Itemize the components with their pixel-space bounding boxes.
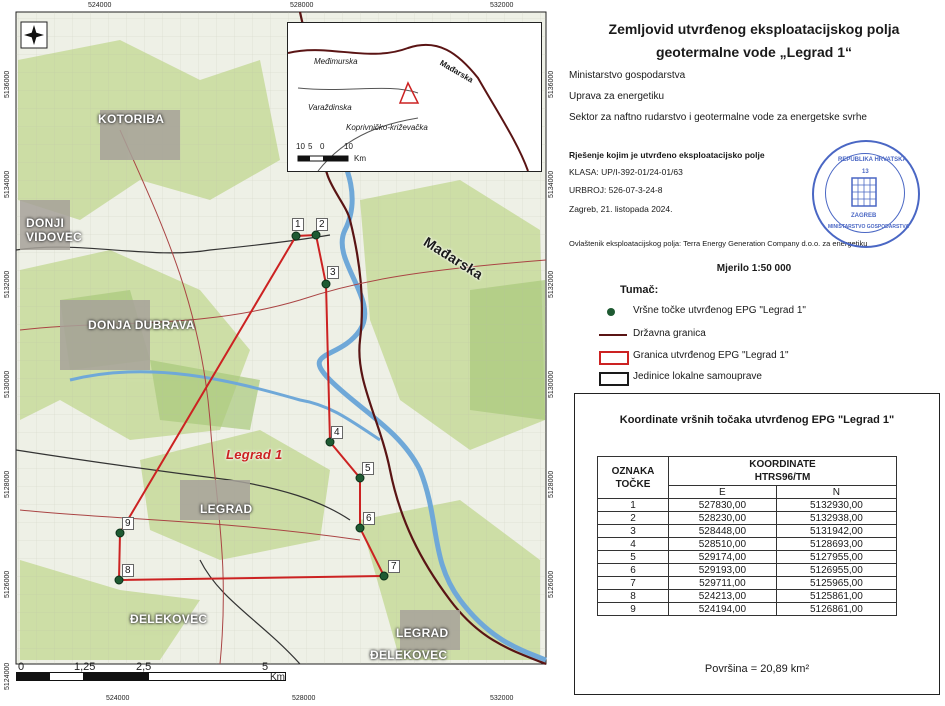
table-cell: 5131942,00 [776, 525, 896, 538]
table-cell: 524194,00 [669, 603, 777, 616]
table-cell: 3 [598, 525, 669, 538]
table-cell: 529174,00 [669, 551, 777, 564]
title-line-1: Zemljovid utvrđenog eksploatacijskog polja [608, 21, 900, 37]
field-label: Legrad 1 [226, 447, 283, 462]
inset-scale: 10 [344, 142, 353, 151]
place-madarska: Mađarska [420, 233, 487, 283]
legend-label: Granica utvrđenog EPG "Legrad 1" [633, 350, 789, 361]
table-cell: 5128693,00 [776, 538, 896, 551]
point-symbol-icon [607, 308, 615, 316]
legend-item [633, 328, 706, 339]
point-label: 1 [292, 218, 304, 231]
inset-label: Koprivničko-križevačka [346, 123, 428, 132]
tick-top: 524000 [88, 2, 112, 9]
klasa: KLASA: UP/I-392-01/24-01/63 [569, 167, 683, 177]
legend-label: Vršne točke utvrđenog EPG "Legrad 1" [633, 305, 806, 316]
table-cell: 9 [598, 603, 669, 616]
table-cell: 528510,00 [669, 538, 777, 551]
vertex-point [326, 438, 334, 446]
tick-right: 5136000 [548, 70, 555, 98]
vertex-point [292, 232, 300, 240]
point-label: 7 [388, 560, 400, 573]
tick-bottom: 532000 [490, 695, 514, 702]
vertex-point [356, 524, 364, 532]
table-cell: 1 [598, 499, 669, 512]
place-legrad: LEGRAD [200, 502, 253, 516]
table-row [598, 577, 897, 590]
north-arrow-icon [21, 22, 47, 48]
vertex-point [356, 474, 364, 482]
table-cell: 529193,00 [669, 564, 777, 577]
table-cell: 5125965,00 [776, 577, 896, 590]
vertex-point [380, 572, 388, 580]
table-cell: 527830,00 [669, 499, 777, 512]
place-donja-dubrava: DONJA DUBRAVA [88, 318, 196, 332]
field-boundary-symbol-icon [599, 351, 629, 365]
inset-scale: 10 [296, 142, 305, 151]
holder: Ovlaštenik eksploatacijskog polja: Terra Energy Generation Company d.o.o. za energetiku [569, 239, 868, 248]
tick-top: 528000 [290, 2, 314, 9]
table-cell: 5125861,00 [776, 590, 896, 603]
tick-bottom: 528000 [292, 695, 316, 702]
coordinates-box [574, 393, 940, 695]
stamp-text: ZAGREB [851, 213, 877, 219]
municipality-symbol-icon [599, 372, 629, 386]
inset-scale: 5 [308, 142, 313, 151]
vertex-point [115, 576, 123, 584]
table-row [598, 525, 897, 538]
point-label: 5 [362, 462, 374, 475]
scale-bar [16, 672, 286, 681]
legend-panel [563, 0, 945, 706]
inset-scale: 0 [320, 142, 325, 151]
table-cell: 7 [598, 577, 669, 590]
table-cell: 4 [598, 538, 669, 551]
place-kotoriba: KOTORIBA [98, 112, 165, 126]
vertex-point [116, 529, 124, 537]
vertex-point [312, 231, 320, 239]
table-cell: 5127955,00 [776, 551, 896, 564]
table-cell: 5132930,00 [776, 499, 896, 512]
point-label: 6 [363, 512, 375, 525]
tick-left: 5130000 [4, 370, 11, 398]
table-row [598, 551, 897, 564]
inset-label: Međimurska [314, 57, 358, 66]
legend-title: Tumač: [620, 284, 659, 296]
place-delekovec-2: ĐELEKOVEC [370, 648, 448, 662]
location-inset [287, 22, 542, 172]
point-label: 2 [316, 218, 328, 231]
table-row [598, 538, 897, 551]
table-cell: 5 [598, 551, 669, 564]
tick-right: 5126000 [548, 570, 555, 598]
inset-scale-unit: Km [354, 154, 366, 163]
state-border-symbol-icon [599, 334, 627, 336]
legend-item [633, 371, 762, 382]
table-cell: 6 [598, 564, 669, 577]
scale-label: 0 [18, 661, 25, 673]
tick-left: 5124000 [4, 662, 11, 690]
decision-label: Rješenje kojim je utvrđeno eksploatacijsko polje [569, 150, 765, 160]
point-label: 4 [331, 426, 343, 439]
point-label: 8 [122, 564, 134, 577]
col-label: OZNAKA TOČKE [598, 457, 669, 499]
title-line-2: geotermalne vode „Legrad 1“ [655, 44, 853, 60]
area-text: Površina = 20,89 km² [704, 663, 810, 675]
table-row [598, 499, 897, 512]
place-legrad-2: LEGRAD [396, 626, 449, 640]
table-row [598, 564, 897, 577]
vertex-point [322, 280, 330, 288]
tick-left: 5128000 [4, 470, 11, 498]
scale-label: 5 [262, 661, 269, 673]
tick-right: 5132000 [548, 270, 555, 298]
scale-label: 1,25 [74, 661, 96, 673]
stamp-text: REPUBLIKA HRVATSKA [838, 157, 907, 163]
col-n: N [776, 486, 896, 499]
scale-label: 2,5 [136, 661, 152, 673]
tick-left: 5136000 [4, 70, 11, 98]
place-delekovec: ĐELEKOVEC [130, 612, 208, 626]
point-label: 3 [327, 266, 339, 279]
map-title [563, 18, 945, 64]
tick-top: 532000 [490, 2, 514, 9]
table-cell: 8 [598, 590, 669, 603]
table-cell: 5132938,00 [776, 512, 896, 525]
ministry: Ministarstvo gospodarstva [569, 70, 686, 81]
legend-item [633, 305, 806, 316]
table-cell: 528448,00 [669, 525, 777, 538]
table-cell: 524213,00 [669, 590, 777, 603]
legend-item [633, 350, 789, 361]
table-cell: 5126955,00 [776, 564, 896, 577]
place-donji-vidovec: DONJI VIDOVEC [26, 216, 83, 244]
table-row [598, 512, 897, 525]
tick-right: 5134000 [548, 170, 555, 198]
urbroj: URBROJ: 526-07-3-24-8 [569, 185, 663, 195]
date: Zagreb, 21. listopada 2024. [569, 204, 673, 214]
table-row [598, 590, 897, 603]
office: Uprava za energetiku [569, 91, 665, 102]
table-row [598, 603, 897, 616]
col-e: E [669, 486, 777, 499]
coords-title: Koordinate vršnih točaka utvrđenog EPG "Legrad 1" [619, 414, 895, 426]
tick-right: 5128000 [548, 470, 555, 498]
table-cell: 529711,00 [669, 577, 777, 590]
scale-text: Mjerilo 1:50 000 [716, 263, 792, 274]
tick-left: 5132000 [4, 270, 11, 298]
table-cell: 5126861,00 [776, 603, 896, 616]
stamp-text: 13 [862, 169, 869, 175]
scale-unit: Km [270, 672, 285, 683]
tick-bottom: 524000 [106, 695, 130, 702]
stamp-text: MINISTARSTVO GOSPODARSTVA [828, 224, 909, 230]
coordinates-table [597, 456, 897, 616]
col-group: KOORDINATE HTRS96/TM [669, 457, 897, 486]
tick-left: 5134000 [4, 170, 11, 198]
table-cell: 528230,00 [669, 512, 777, 525]
legend-label: Državna granica [633, 328, 706, 339]
inset-label: Varaždinska [308, 103, 352, 112]
point-label: 9 [122, 517, 134, 530]
official-stamp [812, 140, 920, 248]
legend-label: Jedinice lokalne samouprave [633, 371, 762, 382]
inset-label: Mađarska [438, 58, 475, 85]
tick-right: 5130000 [548, 370, 555, 398]
sector: Sektor za naftno rudarstvo i geotermalne vode za energetske svrhe [569, 112, 867, 123]
tick-left: 5126000 [4, 570, 11, 598]
table-cell: 2 [598, 512, 669, 525]
